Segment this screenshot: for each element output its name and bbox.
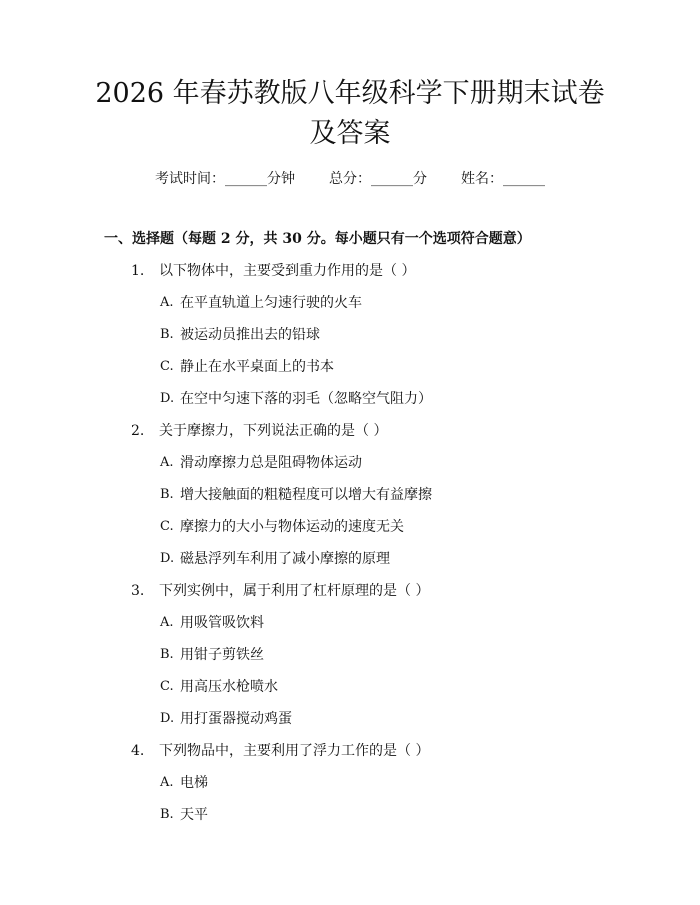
option-letter: A. <box>160 775 174 790</box>
option-text: 天平 <box>180 807 208 823</box>
option-letter: B. <box>160 807 174 822</box>
time-label: 考试时间： <box>155 171 225 187</box>
option-text: 摩擦力的大小与物体运动的速度无关 <box>180 519 404 535</box>
option-a <box>0 291 700 323</box>
question-4 <box>0 739 700 835</box>
question-stem <box>0 419 700 451</box>
option-letter: B. <box>160 327 174 342</box>
option-c <box>0 515 700 547</box>
question-stem <box>0 259 700 291</box>
question-number: 4. <box>131 743 145 759</box>
option-letter: A. <box>160 615 174 630</box>
option-letter: B. <box>160 647 174 662</box>
name-blank: ______ <box>503 171 545 187</box>
score-unit: 分 <box>413 171 427 187</box>
option-text: 用打蛋器搅动鸡蛋 <box>180 711 292 727</box>
option-text: 增大接触面的粗糙程度可以增大有益摩擦 <box>180 487 432 503</box>
score-blank: ______ <box>371 171 413 187</box>
question-1 <box>0 259 700 419</box>
question-stem <box>0 739 700 771</box>
option-text: 滑动摩擦力总是阻碍物体运动 <box>180 455 362 471</box>
option-text: 用吸管吸饮料 <box>180 615 264 631</box>
option-text: 用高压水枪喷水 <box>180 679 278 695</box>
option-letter: C. <box>160 359 174 374</box>
option-d <box>0 387 700 419</box>
option-a <box>0 451 700 483</box>
option-text: 被运动员推出去的铅球 <box>180 327 320 343</box>
option-list <box>0 451 700 579</box>
option-text: 磁悬浮列车利用了减小摩擦的原理 <box>180 551 390 567</box>
question-2 <box>0 419 700 579</box>
exam-info-line <box>0 169 700 189</box>
option-a <box>0 771 700 803</box>
option-b <box>0 643 700 675</box>
option-text: 在空中匀速下落的羽毛（忽略空气阻力） <box>180 391 432 407</box>
question-text: 关于摩擦力，下列说法正确的是（ ） <box>159 423 388 439</box>
option-text: 电梯 <box>180 775 208 791</box>
option-letter: C. <box>160 679 174 694</box>
question-text: 下列物品中，主要利用了浮力工作的是（ ） <box>159 743 430 759</box>
question-number: 3. <box>131 583 145 599</box>
name-label: 姓名： <box>461 171 503 187</box>
score-label: 总分： <box>329 171 371 187</box>
question-text: 下列实例中，属于利用了杠杆原理的是（ ） <box>159 583 430 599</box>
option-text: 用钳子剪铁丝 <box>180 647 264 663</box>
option-letter: B. <box>160 487 174 502</box>
option-letter: C. <box>160 519 174 534</box>
option-d <box>0 707 700 739</box>
question-number: 2. <box>131 423 145 439</box>
option-list <box>0 291 700 419</box>
question-3 <box>0 579 700 739</box>
option-b <box>0 803 700 835</box>
question-stem <box>0 579 700 611</box>
option-c <box>0 675 700 707</box>
option-text: 在平直轨道上匀速行驶的火车 <box>180 295 362 311</box>
option-letter: A. <box>160 295 174 310</box>
option-b <box>0 483 700 515</box>
time-blank: ______ <box>225 171 267 187</box>
section-heading: 一、选择题（每题 2 分，共 30 分。每小题只有一个选项符合题意） <box>104 231 531 247</box>
option-letter: A. <box>160 455 174 470</box>
option-text: 静止在水平桌面上的书本 <box>180 359 334 375</box>
option-list <box>0 611 700 739</box>
document-title: 2026 年春苏教版八年级科学下册期末试卷及答案 <box>95 78 605 149</box>
question-text: 以下物体中，主要受到重力作用的是（ ） <box>159 263 416 279</box>
option-a <box>0 611 700 643</box>
option-list <box>0 771 700 835</box>
option-letter: D. <box>160 391 175 406</box>
option-letter: D. <box>160 711 175 726</box>
question-list <box>0 259 700 835</box>
option-b <box>0 323 700 355</box>
question-number: 1. <box>131 263 145 279</box>
option-letter: D. <box>160 551 175 566</box>
option-c <box>0 355 700 387</box>
time-unit: 分钟 <box>267 171 295 187</box>
option-d <box>0 547 700 579</box>
